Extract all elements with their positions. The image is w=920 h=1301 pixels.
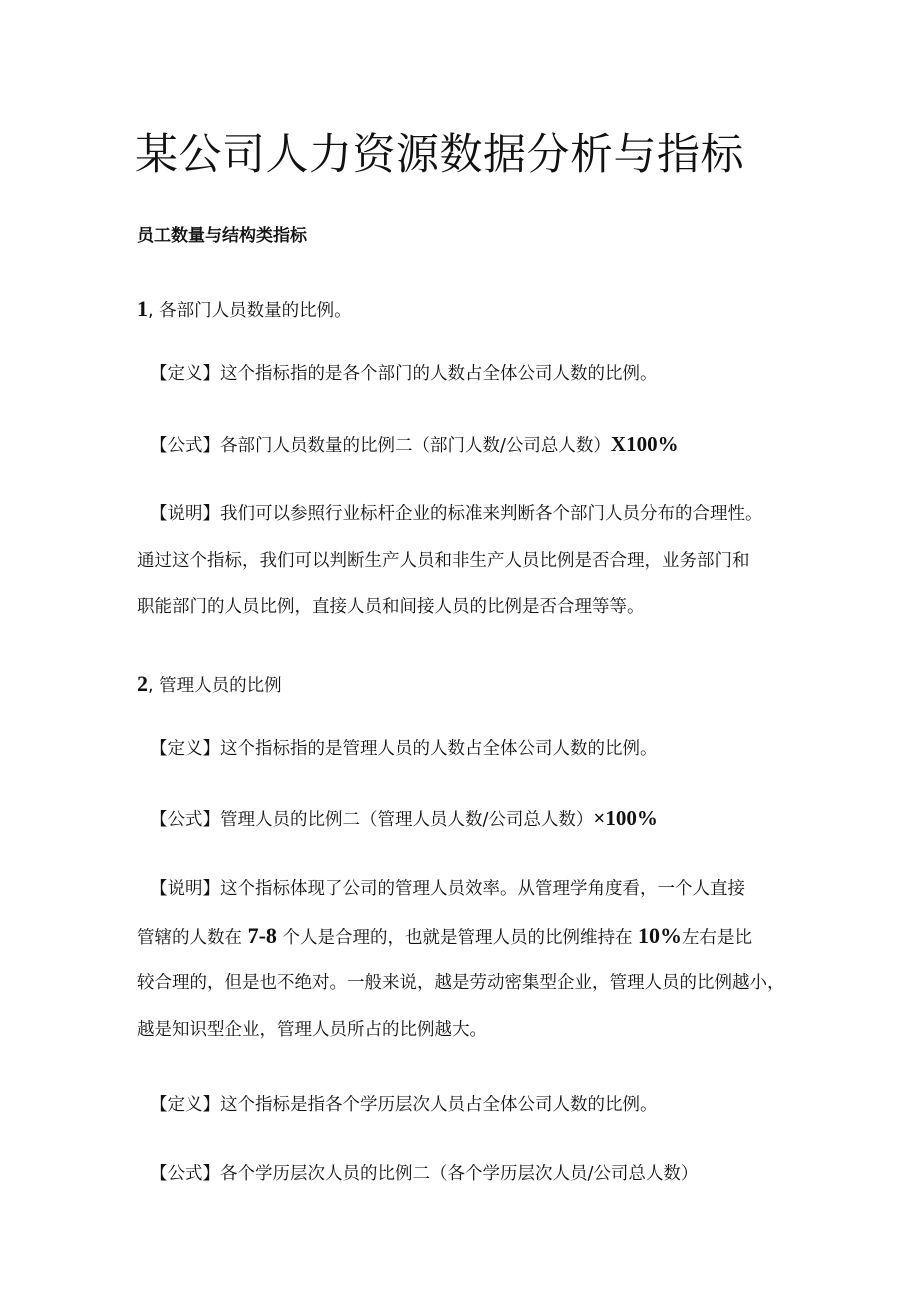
item-1-explanation-line-1: 【说明】我们可以参照行业标杆企业的标准来判断各个部门人员分布的合理性。: [150, 504, 763, 524]
item-1-formula-text: 【公式】各部门人员数量的比例二（部门人数/公司总人数）: [150, 436, 611, 456]
item-1-formula-multiplier: X100%: [610, 432, 679, 456]
item-2-formula-text: 【公式】管理人员的比例二（管理人员人数/公司总人数）: [150, 810, 594, 830]
item-2-explanation-line-3: 较合理的，但是也不绝对。一般来说，越是劳动密集型企业，管理人员的比例越小，: [137, 973, 785, 993]
item-1-definition: 【定义】这个指标指的是各个部门的人数占全体公司人数的比例。: [150, 364, 658, 384]
item-2-explanation-percent: 10%: [638, 923, 683, 948]
item-1-heading-text: , 各部门人员数量的比例。: [148, 301, 352, 321]
item-2-formula: [150, 806, 658, 832]
item-2-number: 2: [137, 671, 148, 696]
item-2-definition: 【定义】这个指标指的是管理人员的人数占全体公司人数的比例。: [150, 739, 658, 759]
item-2-explanation-line-4: 越是知识型企业，管理人员所占的比例越大。: [137, 1020, 487, 1040]
item-2-explanation-line-2: [137, 924, 752, 950]
item-2-heading-text: , 管理人员的比例: [148, 676, 282, 696]
item-1-explanation-line-2: 通过这个指标，我们可以判断生产人员和非生产人员比例是否合理，业务部门和: [137, 551, 750, 571]
item-2-formula-multiplier: ×100%: [593, 806, 658, 830]
item-2-explanation-text-e: 左右是比: [682, 928, 753, 948]
item-3-definition: 【定义】这个指标是指各个学历层次人员占全体公司人数的比例。: [150, 1095, 658, 1115]
document-title: 某公司人力资源数据分析与指标: [135, 130, 744, 180]
item-1-number: 1: [137, 296, 148, 321]
item-1-heading: [137, 297, 352, 323]
item-2-explanation-line-1: 【说明】这个指标体现了公司的管理人员效率。从管理学角度看，一个人直接: [150, 879, 745, 899]
item-2-explanation-text-a: 管辖的人数在: [137, 928, 248, 948]
item-3-formula: 【公式】各个学历层次人员的比例二（各个学历层次人员/公司总人数）: [150, 1164, 699, 1184]
item-2-heading: [137, 672, 282, 698]
section-heading: 员工数量与结构类指标: [137, 226, 307, 246]
item-1-formula: [150, 432, 679, 458]
item-2-explanation-range: 7-8: [247, 923, 277, 948]
item-1-explanation-line-3: 职能部门的人员比例，直接人员和间接人员的比例是否合理等等。: [137, 597, 645, 617]
item-2-explanation-text-c: 个人是合理的，也就是管理人员的比例维持在: [276, 928, 639, 948]
